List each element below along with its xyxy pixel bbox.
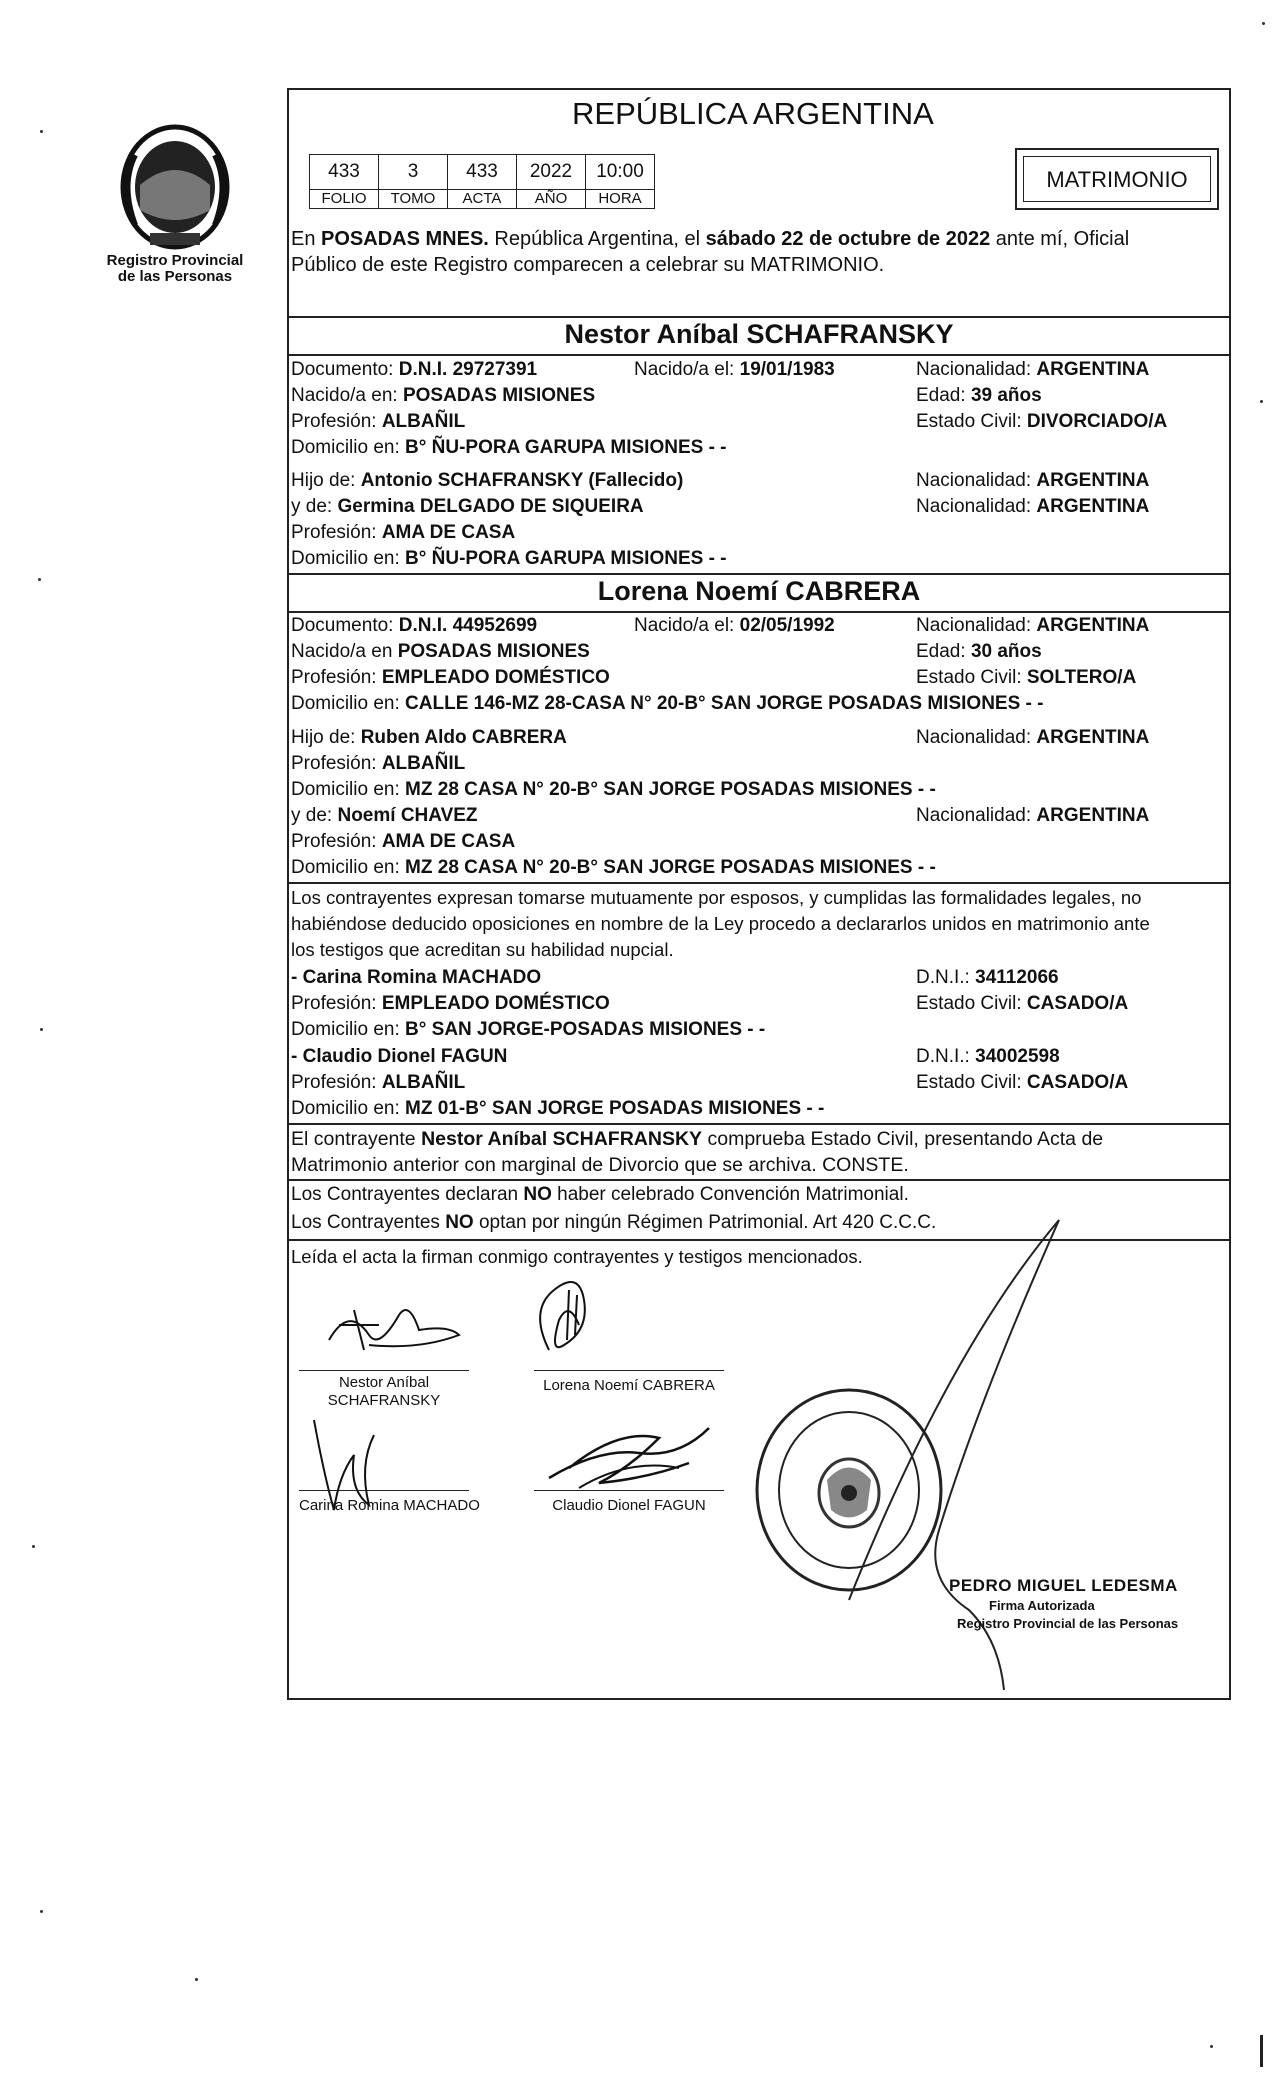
bride-address: Domicilio en: CALLE 146-MZ 28-CASA N° 20-B° SAN JORGE POSADAS MISIONES - -: [291, 693, 1044, 714]
hour-value: 10:00: [585, 154, 655, 190]
witness-2-profession: Profesión: ALBAÑIL: [291, 1072, 466, 1093]
act-type: MATRIMONIO: [1046, 167, 1188, 192]
declaration-line-3: los testigos que acreditan su habilidad nupcial.: [291, 939, 674, 960]
folio-value: 433: [309, 154, 379, 190]
groom-birthdate: Nacido/a el: 19/01/1983: [634, 359, 835, 380]
provincial-registry-logo: [100, 115, 250, 290]
witness-1-signature-label: Carina Romina MACHADO: [299, 1497, 480, 1514]
bride-mother: y de: Noemí CHAVEZ: [291, 805, 478, 826]
bride-age: Edad: 30 años: [916, 641, 1042, 662]
groom-document: Documento: D.N.I. 29727391: [291, 359, 538, 380]
note-line-1: El contrayente Nestor Aníbal SCHAFRANSKY comprueba Estado Civil, presentando Acta de: [291, 1128, 1104, 1150]
bride-mother-nationality: Nacionalidad: ARGENTINA: [916, 805, 1150, 826]
witness-2-civil-status: Estado Civil: CASADO/A: [916, 1072, 1129, 1093]
bride-signature-label: Lorena Noemí CABRERA: [543, 1377, 715, 1394]
groom-father: Hijo de: Antonio SCHAFRANSKY (Fallecido): [291, 470, 684, 491]
bride-mother-profession: Profesión: AMA DE CASA: [291, 831, 516, 852]
groom-address: Domicilio en: B° ÑU-PORA GARUPA MISIONES - -: [291, 437, 727, 458]
witness-1-dni: D.N.I.: 34112066: [916, 967, 1059, 988]
groom-nationality: Nacionalidad: ARGENTINA: [916, 359, 1150, 380]
official-role: Firma Autorizada: [989, 1598, 1095, 1613]
logo-line-1: Registro Provincial: [106, 252, 244, 269]
witness-1-civil-status: Estado Civil: CASADO/A: [916, 993, 1129, 1014]
convention-line-2: Los Contrayentes NO optan por ningún Régimen Patrimonial. Art 420 C.C.C.: [291, 1212, 937, 1233]
convention-line-1: Los Contrayentes declaran NO haber celebrado Convención Matrimonial.: [291, 1184, 909, 1205]
groom-age: Edad: 39 años: [916, 385, 1042, 406]
closing-statement: Leída el acta la firman conmigo contrayentes y testigos mencionados.: [291, 1246, 863, 1267]
marriage-certificate: [287, 88, 1231, 1700]
bride-name: Lorena Noemí CABRERA: [597, 576, 921, 606]
witness-1-address: Domicilio en: B° SAN JORGE-POSADAS MISIONES - -: [291, 1019, 766, 1040]
acta-value: 433: [447, 154, 517, 190]
bride-father-profession: Profesión: ALBAÑIL: [291, 753, 466, 774]
witness-1-profession: Profesión: EMPLEADO DOMÉSTICO: [291, 993, 610, 1014]
witness-2-signature-label: Claudio Dionel FAGUN: [552, 1497, 706, 1514]
scan-edge-mark: [1260, 2035, 1263, 2067]
groom-civil-status: Estado Civil: DIVORCIADO/A: [916, 411, 1168, 432]
groom-signature-label: Nestor Aníbal SCHAFRANSKY: [327, 1374, 441, 1409]
witness-2-name: - Claudio Dionel FAGUN: [291, 1046, 508, 1067]
act-type-box: [1015, 148, 1219, 210]
witness-2-dni: D.N.I.: 34002598: [916, 1046, 1060, 1067]
declaration-line-1: Los contrayentes expresan tomarse mutuamente por esposos, y cumplidas las formalidades legales, no: [291, 887, 1142, 908]
misiones-seal-icon: [100, 115, 250, 255]
country-title: REPÚBLICA ARGENTINA: [572, 96, 934, 131]
groom-name: Nestor Aníbal SCHAFRANSKY: [564, 319, 954, 349]
groom-mother-address: Domicilio en: B° ÑU-PORA GARUPA MISIONES - -: [291, 548, 727, 569]
witness-2-address: Domicilio en: MZ 01-B° SAN JORGE POSADAS MISIONES - -: [291, 1098, 825, 1119]
bride-profession: Profesión: EMPLEADO DOMÉSTICO: [291, 667, 610, 688]
folio-label: FOLIO: [309, 189, 379, 209]
bride-signature-icon: [519, 1270, 619, 1365]
official-org: Registro Provincial de las Personas: [957, 1616, 1179, 1631]
year-label: AÑO: [516, 189, 586, 209]
declaration-line-2: habiéndose deducido oposiciones en nombre de la Ley procedo a declararlos unidos en matrimonio ante: [291, 913, 1150, 934]
logo-line-2: de las Personas: [117, 268, 233, 285]
bride-mother-address: Domicilio en: MZ 28 CASA N° 20-B° SAN JORGE POSADAS MISIONES - -: [291, 857, 936, 878]
bride-father-nationality: Nacionalidad: ARGENTINA: [916, 727, 1150, 748]
groom-mother-profession: Profesión: AMA DE CASA: [291, 522, 516, 543]
intro-line-2: Público de este Registro comparecen a celebrar su MATRIMONIO.: [291, 254, 885, 276]
groom-mother: y de: Germina DELGADO DE SIQUEIRA: [291, 496, 644, 517]
tomo-value: 3: [378, 154, 448, 190]
year-value: 2022: [516, 154, 586, 190]
groom-birthplace: Nacido/a en: POSADAS MISIONES: [291, 385, 596, 406]
bride-document: Documento: D.N.I. 44952699: [291, 615, 538, 636]
bride-father-address: Domicilio en: MZ 28 CASA N° 20-B° SAN JORGE POSADAS MISIONES - -: [291, 779, 936, 800]
bride-father: Hijo de: Ruben Aldo CABRERA: [291, 727, 567, 748]
witness-2-signature-icon: [539, 1408, 719, 1498]
bride-civil-status: Estado Civil: SOLTERO/A: [916, 667, 1137, 688]
official-name: PEDRO MIGUEL LEDESMA: [949, 1576, 1178, 1595]
groom-father-nationality: Nacionalidad: ARGENTINA: [916, 470, 1150, 491]
bride-birthdate: Nacido/a el: 02/05/1992: [634, 615, 835, 636]
groom-mother-nationality: Nacionalidad: ARGENTINA: [916, 496, 1150, 517]
acta-label: ACTA: [447, 189, 517, 209]
intro-line-1: En POSADAS MNES. República Argentina, el sábado 22 de octubre de 2022 ante mí, Oficial: [291, 228, 1130, 250]
bride-birthplace: Nacido/a en POSADAS MISIONES: [291, 641, 590, 662]
groom-profession: Profesión: ALBAÑIL: [291, 411, 466, 432]
bride-nationality: Nacionalidad: ARGENTINA: [916, 615, 1150, 636]
tomo-label: TOMO: [378, 189, 448, 209]
hour-label: HORA: [585, 189, 655, 209]
witness-1-name: - Carina Romina MACHADO: [291, 967, 542, 988]
groom-signature-icon: [309, 1295, 469, 1365]
note-line-2: Matrimonio anterior con marginal de Divorcio que se archiva. CONSTE.: [291, 1154, 909, 1176]
